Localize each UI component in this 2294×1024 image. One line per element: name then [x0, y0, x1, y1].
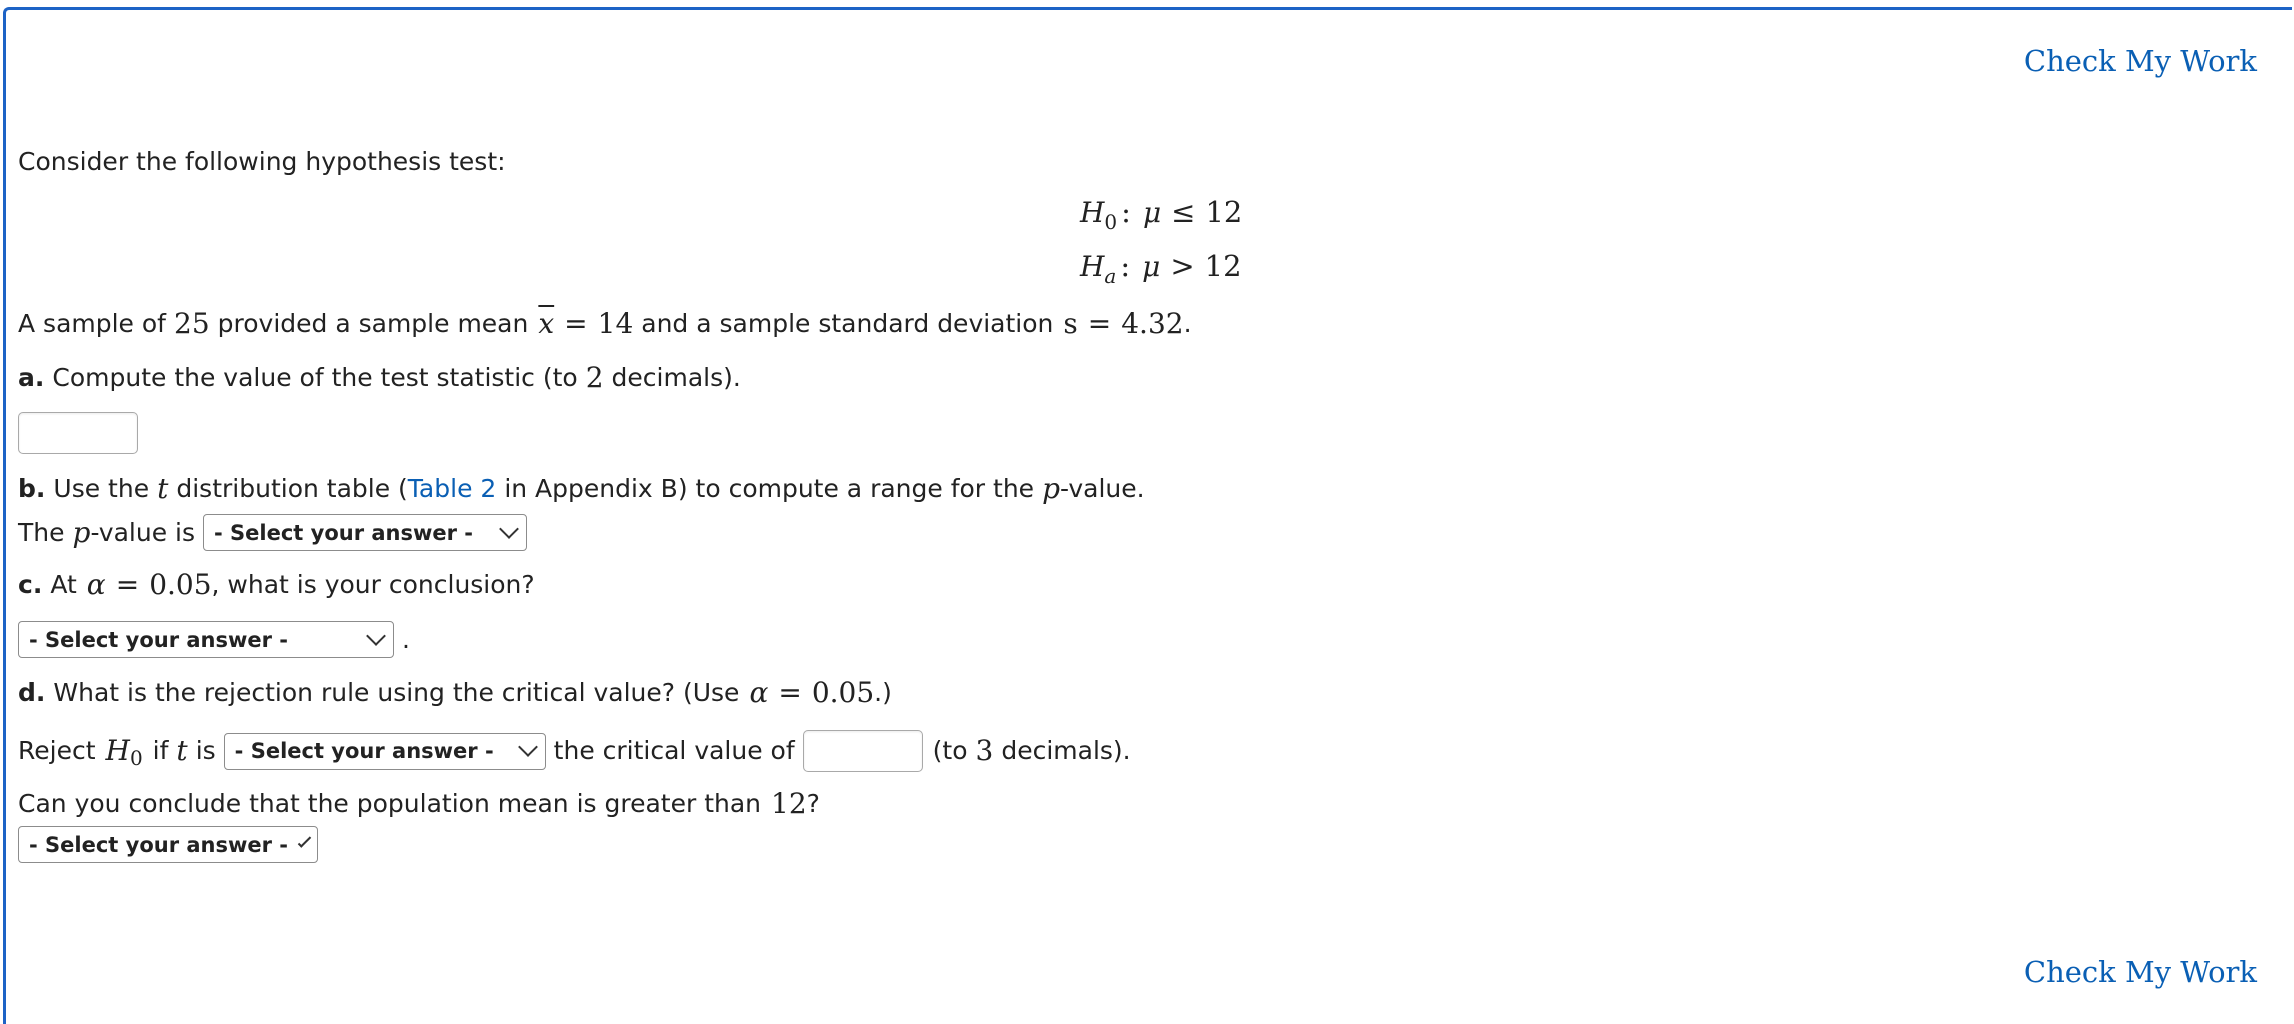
eq-sign-1: = — [564, 307, 588, 340]
sample-mean: 14 — [597, 307, 634, 340]
part-c-text-1: At — [50, 570, 77, 599]
test-statistic-input[interactable] — [18, 412, 138, 454]
part-d-text-2: .) — [874, 678, 892, 707]
conclusion-select[interactable] — [18, 621, 394, 658]
part-c-eq: = — [115, 568, 140, 601]
h0-symbol: H — [1080, 196, 1105, 229]
part-b-prompt — [18, 472, 1145, 506]
table-2-link[interactable]: Table 2 — [407, 474, 497, 503]
final-question-prompt — [18, 787, 820, 821]
reject-text-4: the critical value of — [553, 736, 795, 765]
part-a-text-2: decimals). — [611, 363, 741, 392]
conclusion-row — [18, 621, 410, 658]
sample-period: . — [1183, 309, 1192, 338]
reject-text-6: decimals). — [1001, 736, 1131, 765]
xbar-symbol: $\overline{x}$ — [538, 307, 555, 340]
alternative-hypothesis — [1080, 249, 1242, 288]
part-b-p-symbol: p — [1042, 472, 1060, 505]
reject-text-3: is — [195, 736, 216, 765]
part-b-text-3: in Appendix B) to compute a range for the — [504, 474, 1035, 503]
part-c-text-2: , what is your conclusion? — [211, 570, 535, 599]
conclusion-period: . — [402, 624, 410, 654]
h0-mu: μ — [1142, 196, 1162, 229]
s-symbol: s — [1063, 307, 1078, 340]
part-c-label: c. — [18, 570, 43, 599]
check-my-work-link-top[interactable]: Check My Work — [2023, 44, 2257, 78]
chevron-down-icon — [366, 626, 386, 646]
sample-sd: 4.32 — [1121, 307, 1184, 340]
critical-value-input[interactable] — [803, 730, 923, 772]
ha-relation: > — [1170, 249, 1195, 283]
rejection-direction-select[interactable] — [224, 733, 546, 770]
part-c-alpha: α — [86, 568, 106, 601]
p-value-select[interactable] — [203, 514, 527, 551]
null-hypothesis — [1080, 195, 1243, 234]
part-b-t-symbol: t — [157, 472, 169, 505]
p-value-row — [18, 514, 527, 551]
sample-size: 25 — [174, 307, 210, 340]
final-conclusion-select-label: - Select your answer - — [29, 832, 289, 857]
h0-relation: ≤ — [1171, 195, 1196, 229]
ha-value: 12 — [1204, 249, 1242, 283]
sample-text-1: A sample of — [18, 309, 166, 338]
ha-mu: μ — [1142, 250, 1161, 283]
reject-text-1: Reject — [18, 736, 96, 765]
chevron-down-icon — [499, 519, 519, 539]
part-b-text-2: distribution table ( — [176, 474, 408, 503]
h0-value: 12 — [1205, 195, 1243, 229]
reject-text-2: if — [152, 736, 169, 765]
h0-subscript: 0 — [1104, 210, 1118, 234]
part-d-label: d. — [18, 678, 46, 707]
part-a-text-1: Compute the value of the test statistic (to — [52, 363, 578, 392]
intro-label: Consider the following hypothesis test: — [18, 147, 506, 176]
part-c-prompt — [18, 568, 535, 602]
check-my-work-link-bottom[interactable]: Check My Work — [2023, 955, 2257, 989]
ha-subscript: a — [1104, 264, 1117, 288]
h0-colon: : — [1121, 195, 1131, 229]
ha-symbol: H — [1080, 250, 1105, 283]
critical-value-decimals: 3 — [975, 734, 994, 767]
reject-t-symbol: t — [176, 734, 188, 767]
sample-text-2: provided a sample mean — [217, 309, 529, 338]
p-value-p-symbol: p — [72, 515, 91, 549]
part-b-text-1: Use the — [53, 474, 150, 503]
part-b-text-4: -value. — [1060, 474, 1145, 503]
part-a-prompt — [18, 361, 741, 395]
p-value-text-2: -value is — [90, 517, 195, 547]
chevron-down-icon — [298, 834, 311, 847]
final-question-text-1: Can you conclude that the population mean is greater than — [18, 789, 762, 818]
sample-description — [18, 307, 1192, 341]
final-question-row — [18, 826, 318, 863]
final-conclusion-select[interactable] — [18, 826, 318, 863]
part-d-alpha: α — [749, 676, 769, 709]
part-a-decimals: 2 — [585, 361, 604, 394]
part-d-alpha-value: 0.05 — [811, 676, 875, 709]
eq-sign-2: = — [1087, 307, 1112, 340]
reject-h-subscript: 0 — [129, 746, 143, 770]
part-b-label: b. — [18, 474, 46, 503]
ha-colon: : — [1120, 249, 1131, 283]
p-value-text-1: The — [18, 517, 65, 547]
part-d-eq: = — [778, 676, 802, 709]
conclusion-select-label: - Select your answer - — [29, 627, 289, 652]
part-c-alpha-value: 0.05 — [149, 568, 212, 601]
chevron-down-icon — [518, 737, 538, 757]
rejection-rule-row — [18, 730, 1131, 772]
final-question-value: 12 — [771, 787, 807, 820]
part-a-label: a. — [18, 363, 45, 392]
final-question-text-2: ? — [806, 789, 820, 818]
reject-text-5: (to — [932, 736, 968, 765]
reject-h-symbol: H — [105, 734, 130, 767]
sample-text-3: and a sample standard deviation — [641, 309, 1054, 338]
intro-text — [18, 145, 506, 179]
p-value-select-label: - Select your answer - — [214, 520, 474, 545]
part-d-prompt — [18, 676, 892, 710]
part-d-text-1: What is the rejection rule using the critical value? (Use — [53, 678, 740, 707]
rejection-direction-select-label: - Select your answer - — [234, 739, 494, 763]
